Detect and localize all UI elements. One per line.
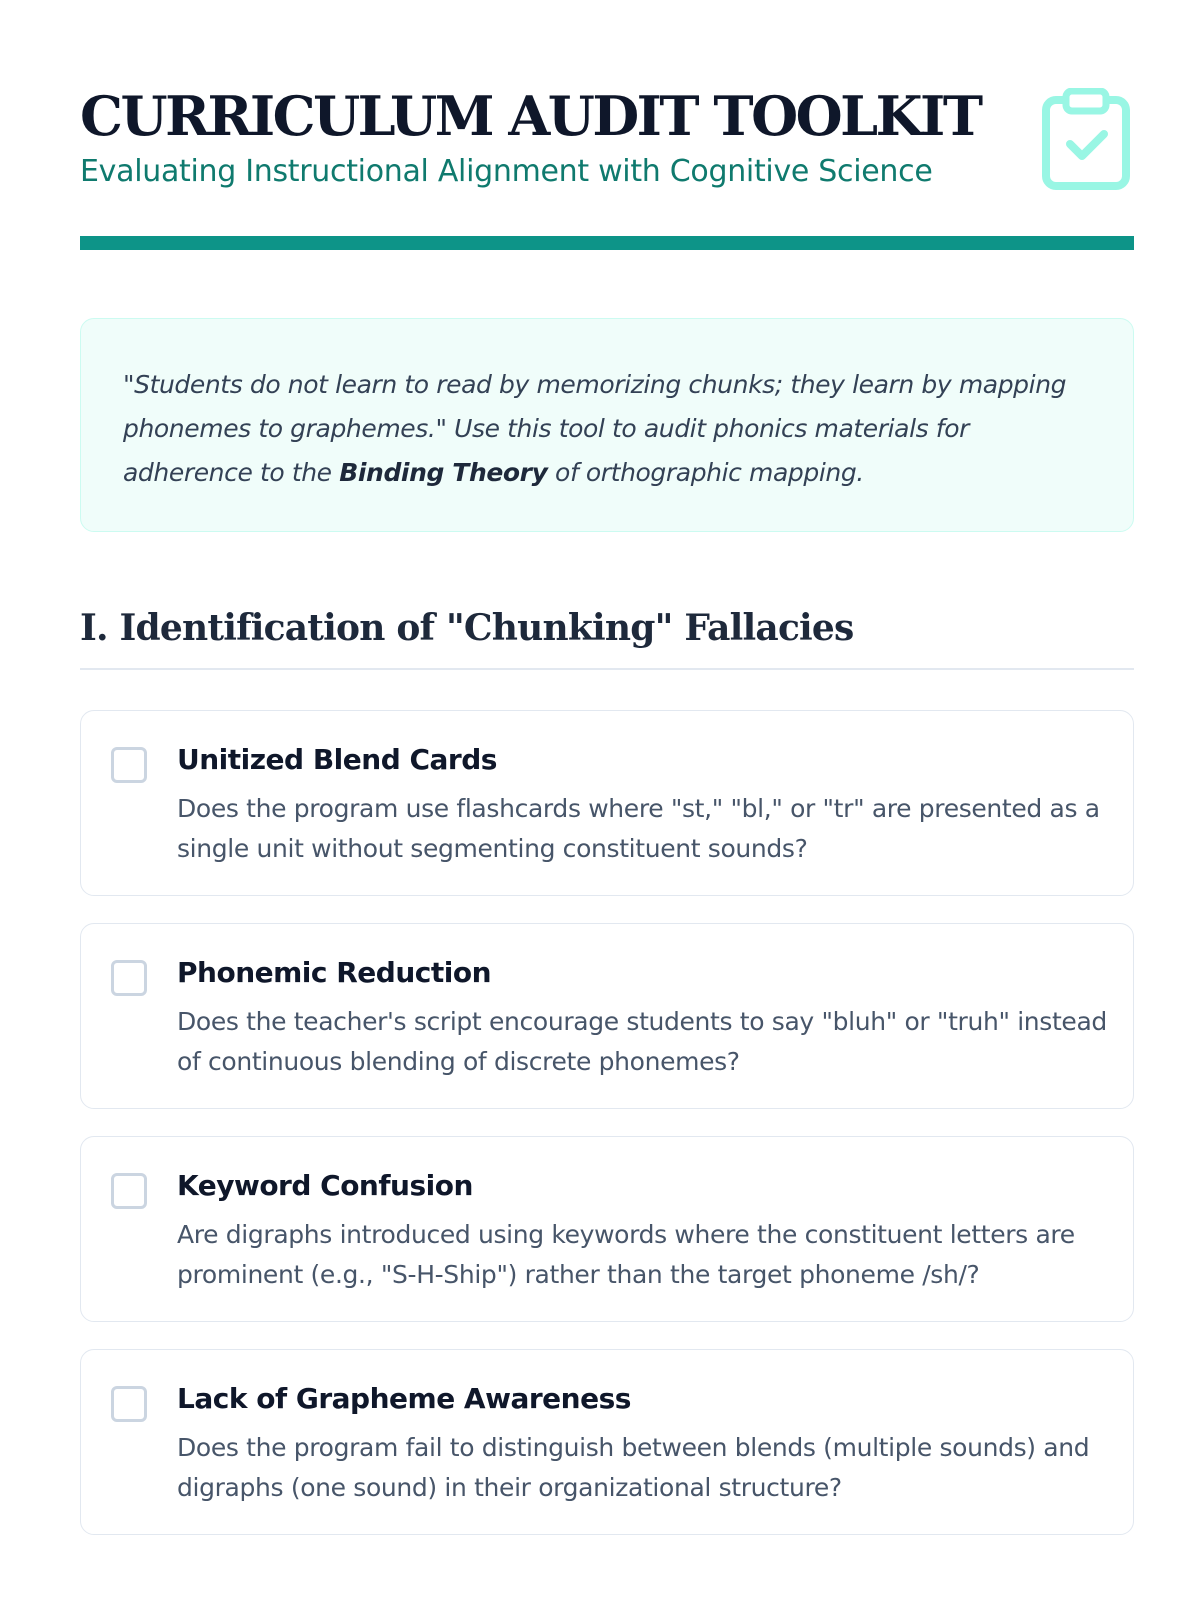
page-header	[80, 0, 1134, 250]
checklist-item	[80, 710, 1134, 896]
checklist-item	[80, 923, 1134, 1109]
intro-text: "Students do not learn to read by memorizing chunks; they learn by mapping phonemes to graphemes." Use this tool to audit phonics materials for adherence to the	[123, 370, 1067, 487]
page-title: CURRICULUM AUDIT TOOLKIT	[80, 84, 981, 148]
intro-text-end: of orthographic mapping.	[547, 458, 864, 487]
item-title: Phonemic Reduction	[177, 956, 492, 989]
checklist-item	[80, 1349, 1134, 1535]
item-checkbox[interactable]	[111, 1386, 147, 1422]
item-description: Does the teacher's script encourage students to say "bluh" or "truh" instead of continuous blending of discrete phonemes?	[177, 1007, 1107, 1076]
item-title: Lack of Grapheme Awareness	[177, 1382, 631, 1415]
audit-toolkit-page	[80, 0, 1134, 1502]
intro-emphasis: Binding Theory	[339, 458, 548, 487]
item-description: Does the program fail to distinguish between blends (multiple sounds) and digraphs (one sound) in their organizational structure?	[177, 1433, 1090, 1502]
section-title: I. Identification of "Chunking" Fallacies	[80, 607, 854, 649]
page-subtitle: Evaluating Instructional Alignment with Cognitive Science	[80, 154, 933, 189]
section-divider	[80, 668, 1134, 670]
item-checkbox[interactable]	[111, 960, 147, 996]
header-divider	[80, 236, 1134, 250]
item-description: Does the program use flashcards where "st," "bl," or "tr" are presented as a single unit without segmenting constituent sounds?	[177, 794, 1100, 863]
item-description: Are digraphs introduced using keywords where the constituent letters are prominent (e.g., "S-H-Ship") rather than the target phoneme /sh/?	[177, 1220, 1075, 1289]
item-title: Unitized Blend Cards	[177, 743, 497, 776]
item-title: Keyword Confusion	[177, 1169, 473, 1202]
checklist	[80, 710, 1134, 1562]
intro-callout	[80, 318, 1134, 532]
item-checkbox[interactable]	[111, 747, 147, 783]
checklist-item	[80, 1136, 1134, 1322]
item-checkbox[interactable]	[111, 1173, 147, 1209]
clipboard-check-icon	[1040, 88, 1134, 190]
